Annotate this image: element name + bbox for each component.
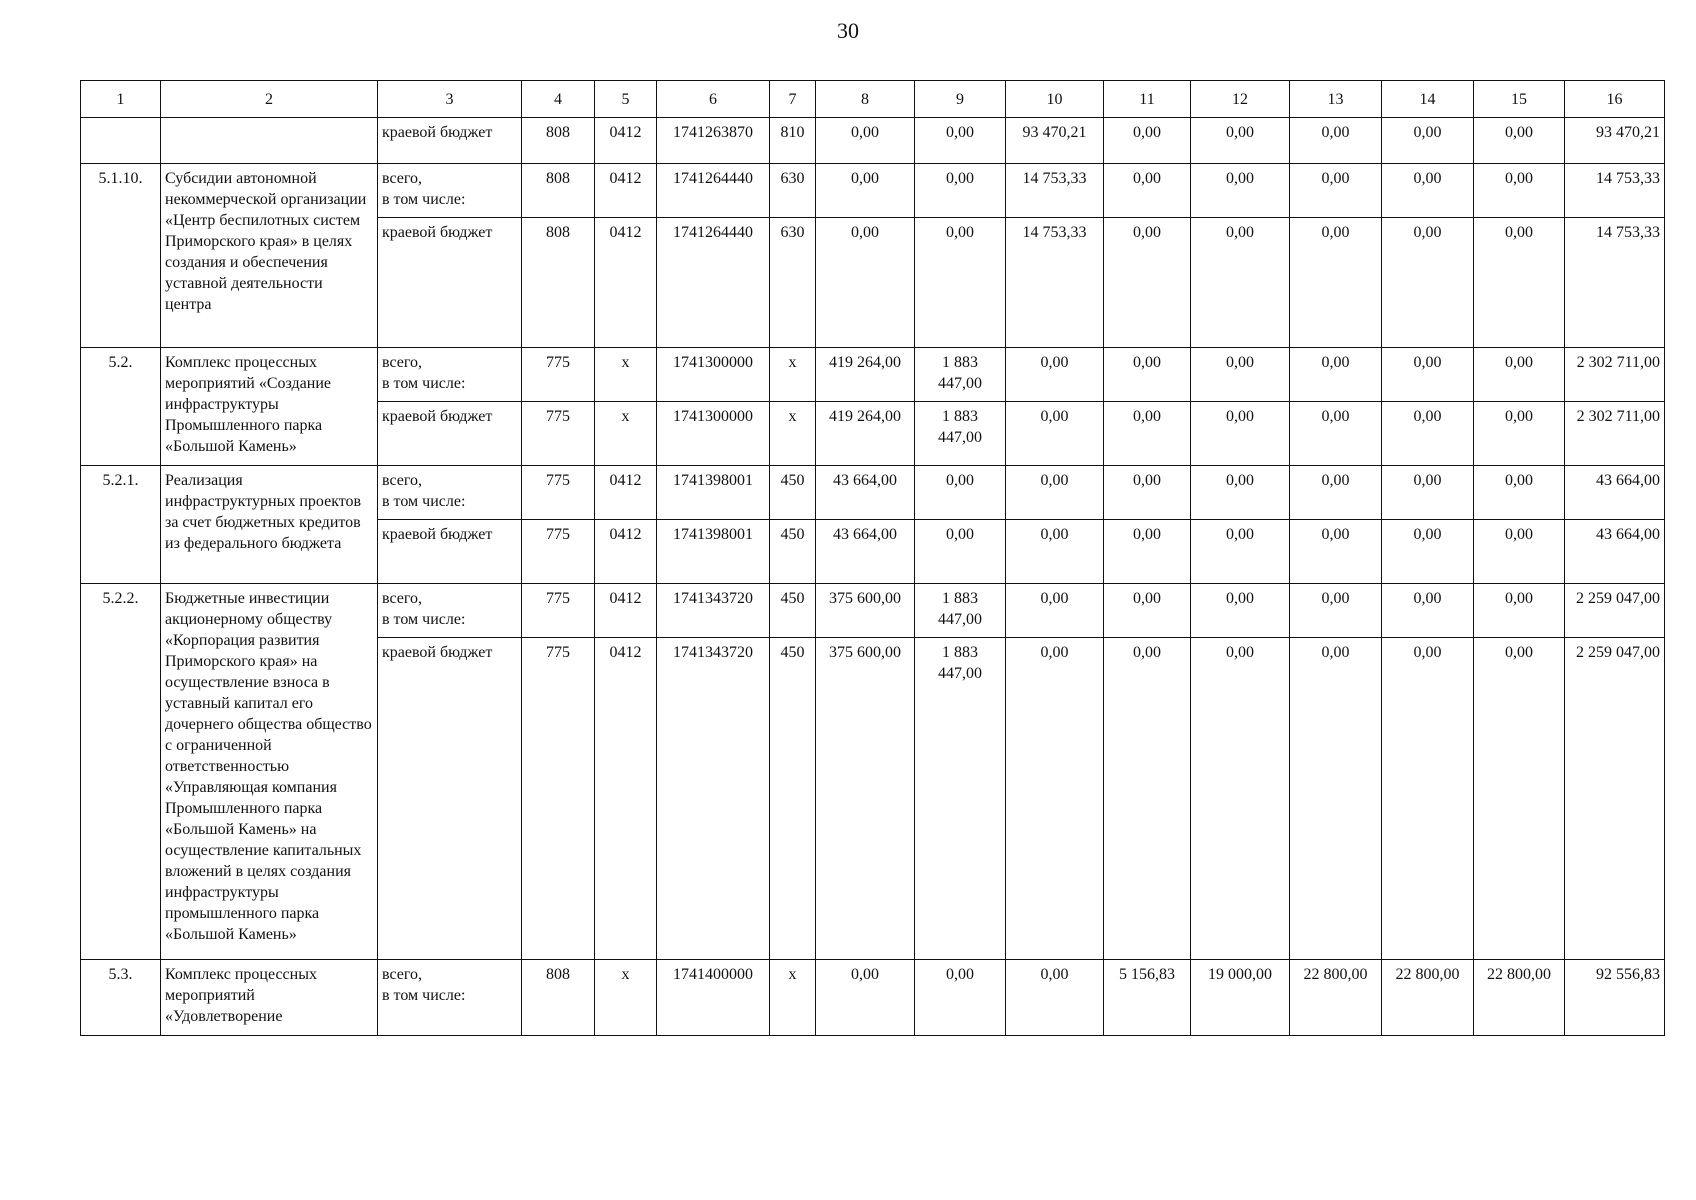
column-header: 5 xyxy=(595,81,657,118)
cell-14: 0,00 xyxy=(1382,466,1474,520)
cell-15: 0,00 xyxy=(1474,118,1565,164)
cell-12: 19 000,00 xyxy=(1191,960,1290,1036)
column-header: 7 xyxy=(770,81,816,118)
cell-13: 22 800,00 xyxy=(1290,960,1382,1036)
cell-10: 0,00 xyxy=(1006,960,1104,1036)
item-name: Комплекс процессных мероприятий «Создание инфраструктуры Промышленного парка «Большой Камень» xyxy=(161,348,378,466)
cell-11: 0,00 xyxy=(1104,218,1191,348)
column-header: 8 xyxy=(816,81,915,118)
cell-12: 0,00 xyxy=(1191,466,1290,520)
cell-12: 0,00 xyxy=(1191,348,1290,402)
item-number xyxy=(81,118,161,164)
cell-8: 419 264,00 xyxy=(816,348,915,402)
cell-6: 1741300000 xyxy=(657,402,770,466)
cell-14: 0,00 xyxy=(1382,520,1474,584)
funding-source: всего, в том числе: xyxy=(378,348,522,402)
cell-16: 2 259 047,00 xyxy=(1565,638,1665,960)
cell-14: 0,00 xyxy=(1382,118,1474,164)
cell-4: 775 xyxy=(522,348,595,402)
cell-10: 93 470,21 xyxy=(1006,118,1104,164)
funding-source: краевой бюджет xyxy=(378,218,522,348)
funding-source: всего, в том числе: xyxy=(378,584,522,638)
cell-7: 630 xyxy=(770,164,816,218)
cell-8: 0,00 xyxy=(816,218,915,348)
cell-4: 775 xyxy=(522,638,595,960)
cell-12: 0,00 xyxy=(1191,164,1290,218)
cell-11: 0,00 xyxy=(1104,118,1191,164)
cell-9: 1 883 447,00 xyxy=(915,348,1006,402)
cell-6: 1741263870 xyxy=(657,118,770,164)
cell-12: 0,00 xyxy=(1191,638,1290,960)
funding-source: краевой бюджет xyxy=(378,118,522,164)
cell-6: 1741398001 xyxy=(657,520,770,584)
cell-15: 0,00 xyxy=(1474,638,1565,960)
cell-4: 808 xyxy=(522,960,595,1036)
cell-9: 1 883 447,00 xyxy=(915,638,1006,960)
cell-16: 14 753,33 xyxy=(1565,218,1665,348)
cell-13: 0,00 xyxy=(1290,466,1382,520)
cell-7: х xyxy=(770,348,816,402)
cell-16: 43 664,00 xyxy=(1565,466,1665,520)
cell-6: 1741400000 xyxy=(657,960,770,1036)
cell-6: 1741343720 xyxy=(657,638,770,960)
cell-16: 2 302 711,00 xyxy=(1565,402,1665,466)
item-name: Реализация инфраструктурных проектов за счет бюджетных кредитов из федерального бюджета xyxy=(161,466,378,584)
cell-5: х xyxy=(595,348,657,402)
cell-12: 0,00 xyxy=(1191,520,1290,584)
cell-9: 0,00 xyxy=(915,164,1006,218)
column-header: 9 xyxy=(915,81,1006,118)
table-row xyxy=(81,466,1665,520)
cell-4: 775 xyxy=(522,520,595,584)
cell-15: 0,00 xyxy=(1474,402,1565,466)
table-row xyxy=(81,348,1665,402)
cell-15: 0,00 xyxy=(1474,348,1565,402)
table-body xyxy=(81,81,1665,1036)
cell-6: 1741300000 xyxy=(657,348,770,402)
cell-10: 0,00 xyxy=(1006,402,1104,466)
item-name: Бюджетные инвестиции акционерному обществу «Корпорация развития Приморского края» на осуществление взноса в уставный капитал его дочернего общества общество с ограниченной ответственностью «Управляющая компания Промышленного парка «Большой Камень» на осуществление капитальных вложений в целях создания инфраструктуры промышленного парка «Большой Камень» xyxy=(161,584,378,960)
cell-12: 0,00 xyxy=(1191,584,1290,638)
cell-9: 1 883 447,00 xyxy=(915,584,1006,638)
cell-15: 0,00 xyxy=(1474,520,1565,584)
cell-10: 0,00 xyxy=(1006,348,1104,402)
cell-14: 0,00 xyxy=(1382,638,1474,960)
cell-10: 0,00 xyxy=(1006,466,1104,520)
item-name xyxy=(161,118,378,164)
cell-15: 0,00 xyxy=(1474,164,1565,218)
cell-14: 0,00 xyxy=(1382,348,1474,402)
cell-8: 0,00 xyxy=(816,164,915,218)
cell-9: 1 883 447,00 xyxy=(915,402,1006,466)
cell-4: 808 xyxy=(522,118,595,164)
cell-7: 630 xyxy=(770,218,816,348)
table-row xyxy=(81,164,1665,218)
cell-4: 775 xyxy=(522,402,595,466)
cell-15: 0,00 xyxy=(1474,218,1565,348)
cell-16: 43 664,00 xyxy=(1565,520,1665,584)
cell-13: 0,00 xyxy=(1290,584,1382,638)
cell-9: 0,00 xyxy=(915,118,1006,164)
cell-7: 450 xyxy=(770,466,816,520)
column-header: 13 xyxy=(1290,81,1382,118)
cell-11: 0,00 xyxy=(1104,638,1191,960)
funding-source: всего, в том числе: xyxy=(378,466,522,520)
column-header: 4 xyxy=(522,81,595,118)
cell-7: 810 xyxy=(770,118,816,164)
cell-5: х xyxy=(595,402,657,466)
cell-9: 0,00 xyxy=(915,466,1006,520)
column-header: 11 xyxy=(1104,81,1191,118)
cell-15: 0,00 xyxy=(1474,584,1565,638)
cell-13: 0,00 xyxy=(1290,348,1382,402)
cell-11: 0,00 xyxy=(1104,466,1191,520)
funding-source: всего, в том числе: xyxy=(378,960,522,1036)
cell-11: 5 156,83 xyxy=(1104,960,1191,1036)
column-header: 15 xyxy=(1474,81,1565,118)
item-number: 5.1.10. xyxy=(81,164,161,348)
cell-12: 0,00 xyxy=(1191,402,1290,466)
cell-5: 0412 xyxy=(595,520,657,584)
cell-9: 0,00 xyxy=(915,520,1006,584)
cell-7: х xyxy=(770,402,816,466)
cell-8: 0,00 xyxy=(816,960,915,1036)
cell-6: 1741343720 xyxy=(657,584,770,638)
cell-5: 0412 xyxy=(595,584,657,638)
cell-6: 1741264440 xyxy=(657,164,770,218)
cell-11: 0,00 xyxy=(1104,348,1191,402)
funding-source: всего, в том числе: xyxy=(378,164,522,218)
cell-8: 0,00 xyxy=(816,118,915,164)
cell-10: 14 753,33 xyxy=(1006,218,1104,348)
table-row xyxy=(81,118,1665,164)
cell-6: 1741398001 xyxy=(657,466,770,520)
table-row xyxy=(81,960,1665,1036)
cell-7: 450 xyxy=(770,520,816,584)
cell-8: 419 264,00 xyxy=(816,402,915,466)
cell-8: 43 664,00 xyxy=(816,466,915,520)
cell-13: 0,00 xyxy=(1290,164,1382,218)
budget-table xyxy=(80,80,1665,1036)
cell-4: 775 xyxy=(522,584,595,638)
cell-11: 0,00 xyxy=(1104,402,1191,466)
cell-16: 93 470,21 xyxy=(1565,118,1665,164)
page-number: 30 xyxy=(837,18,859,43)
cell-10: 14 753,33 xyxy=(1006,164,1104,218)
cell-10: 0,00 xyxy=(1006,520,1104,584)
cell-8: 43 664,00 xyxy=(816,520,915,584)
cell-14: 0,00 xyxy=(1382,402,1474,466)
cell-12: 0,00 xyxy=(1191,218,1290,348)
cell-10: 0,00 xyxy=(1006,584,1104,638)
cell-13: 0,00 xyxy=(1290,638,1382,960)
column-header: 16 xyxy=(1565,81,1665,118)
item-number: 5.2.2. xyxy=(81,584,161,960)
cell-14: 0,00 xyxy=(1382,218,1474,348)
cell-15: 0,00 xyxy=(1474,466,1565,520)
cell-16: 14 753,33 xyxy=(1565,164,1665,218)
cell-4: 808 xyxy=(522,218,595,348)
cell-8: 375 600,00 xyxy=(816,584,915,638)
item-number: 5.2. xyxy=(81,348,161,466)
cell-7: 450 xyxy=(770,638,816,960)
cell-11: 0,00 xyxy=(1104,584,1191,638)
table-row xyxy=(81,584,1665,638)
cell-5: 0412 xyxy=(595,638,657,960)
cell-4: 808 xyxy=(522,164,595,218)
column-header: 12 xyxy=(1191,81,1290,118)
cell-11: 0,00 xyxy=(1104,520,1191,584)
item-number: 5.3. xyxy=(81,960,161,1036)
funding-source: краевой бюджет xyxy=(378,520,522,584)
cell-14: 22 800,00 xyxy=(1382,960,1474,1036)
cell-6: 1741264440 xyxy=(657,218,770,348)
cell-5: 0412 xyxy=(595,164,657,218)
cell-13: 0,00 xyxy=(1290,218,1382,348)
cell-12: 0,00 xyxy=(1191,118,1290,164)
cell-9: 0,00 xyxy=(915,960,1006,1036)
column-header: 6 xyxy=(657,81,770,118)
cell-10: 0,00 xyxy=(1006,638,1104,960)
cell-5: х xyxy=(595,960,657,1036)
cell-5: 0412 xyxy=(595,118,657,164)
cell-8: 375 600,00 xyxy=(816,638,915,960)
item-name: Комплекс процессных мероприятий «Удовлетворение xyxy=(161,960,378,1036)
cell-14: 0,00 xyxy=(1382,584,1474,638)
cell-13: 0,00 xyxy=(1290,520,1382,584)
item-name: Субсидии автономной некоммерческой организации «Центр беспилотных систем Приморского края» в целях создания и обеспечения уставной деятельности центра xyxy=(161,164,378,348)
cell-13: 0,00 xyxy=(1290,118,1382,164)
item-number: 5.2.1. xyxy=(81,466,161,584)
cell-9: 0,00 xyxy=(915,218,1006,348)
cell-14: 0,00 xyxy=(1382,164,1474,218)
cell-15: 22 800,00 xyxy=(1474,960,1565,1036)
cell-7: х xyxy=(770,960,816,1036)
header-row xyxy=(81,81,1665,118)
cell-7: 450 xyxy=(770,584,816,638)
column-header: 14 xyxy=(1382,81,1474,118)
cell-13: 0,00 xyxy=(1290,402,1382,466)
cell-16: 2 302 711,00 xyxy=(1565,348,1665,402)
funding-source: краевой бюджет xyxy=(378,638,522,960)
column-header: 2 xyxy=(161,81,378,118)
cell-16: 2 259 047,00 xyxy=(1565,584,1665,638)
cell-5: 0412 xyxy=(595,218,657,348)
cell-16: 92 556,83 xyxy=(1565,960,1665,1036)
column-header: 1 xyxy=(81,81,161,118)
column-header: 10 xyxy=(1006,81,1104,118)
column-header: 3 xyxy=(378,81,522,118)
cell-4: 775 xyxy=(522,466,595,520)
cell-5: 0412 xyxy=(595,466,657,520)
cell-11: 0,00 xyxy=(1104,164,1191,218)
funding-source: краевой бюджет xyxy=(378,402,522,466)
